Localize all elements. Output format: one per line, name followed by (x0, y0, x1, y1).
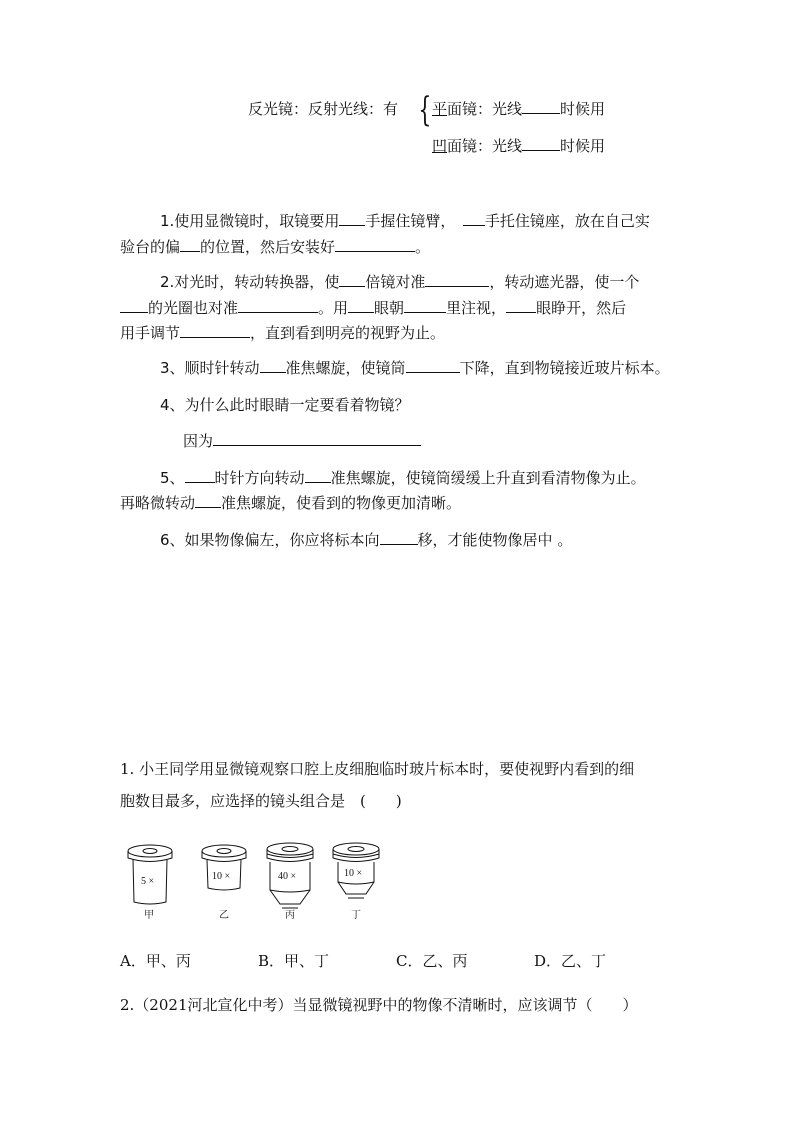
q5-line1: 5、 时针方向转动 准焦螺旋，使镜筒缓缓上升直到看清物像为止。 (160, 469, 646, 487)
q2-line3: 用手调节 ，直到看到明亮的视野为止。 (120, 324, 446, 342)
lens-yi-icon (202, 845, 246, 890)
mc1-option-b: B．甲、丁 (258, 952, 330, 970)
concave-mirror-line: 凹面镜：光线 时候用 (432, 137, 606, 155)
lens-ding-mag: 10 × (344, 868, 363, 879)
flat-mirror-line: 平面镜：光线 时候用 (432, 100, 606, 118)
lens-ding-name: 丁 (351, 910, 361, 921)
q6-line: 6、如果物像偏左，你应将标本向 移，才能使物像居中 。 (160, 531, 573, 549)
mc1-option-a: A．甲、丙 (120, 952, 191, 970)
mirror-intro: 反光镜：反射光线：有 (248, 100, 399, 118)
lens-bing-mag: 40 × (278, 871, 297, 882)
lens-figure (120, 838, 400, 921)
mc1-option-d: D．乙、丁 (534, 952, 607, 970)
mc1-line1: 1. 小王同学用显微镜观察口腔上皮细胞临时玻片标本时，要使视野内看到的细 (120, 760, 635, 778)
q1-line1: 1.使用显微镜时，取镜要用 手握住镜臂， 手托住镜座，放在自己实 (160, 212, 650, 230)
brace: { (418, 90, 432, 130)
q3-line: 3、顺时针转动 准焦螺旋，使镜筒 下降，直到物镜接近玻片标本。 (160, 359, 670, 377)
mc2-line: 2.（2021河北宣化中考）当显微镜视野中的物像不清晰时，应该调节（ ） (120, 996, 638, 1014)
q1-line2: 验台的偏 的位置，然后安装好 。 (120, 238, 431, 256)
lens-jia-icon (128, 845, 172, 904)
q2-line2: 的光圈也对准 。用 眼朝 里注视， 眼睁开，然后 (120, 297, 626, 319)
q2-line1: 2.对光时，转动转换器，使 倍镜对准 ，转动遮光器，使一个 (160, 273, 640, 291)
q4-answer: 因为 (183, 430, 421, 452)
mc1-option-c: C．乙、丙 (396, 952, 468, 970)
lens-bing-name: 丙 (285, 910, 295, 921)
q5-line2: 再略微转动 准焦螺旋，使看到的物像更加清晰。 (120, 494, 462, 512)
mc1-line2: 胞数目最多，应选择的镜头组合是 ( ) (120, 792, 402, 810)
lens-jia-mag: 5 × (141, 876, 155, 887)
lens-jia-name: 甲 (144, 910, 154, 921)
lens-yi-mag: 10 × (212, 871, 231, 882)
lens-yi-name: 乙 (219, 910, 229, 921)
q4-line: 4、为什么此时眼睛一定要看着物镜？ (160, 396, 410, 414)
